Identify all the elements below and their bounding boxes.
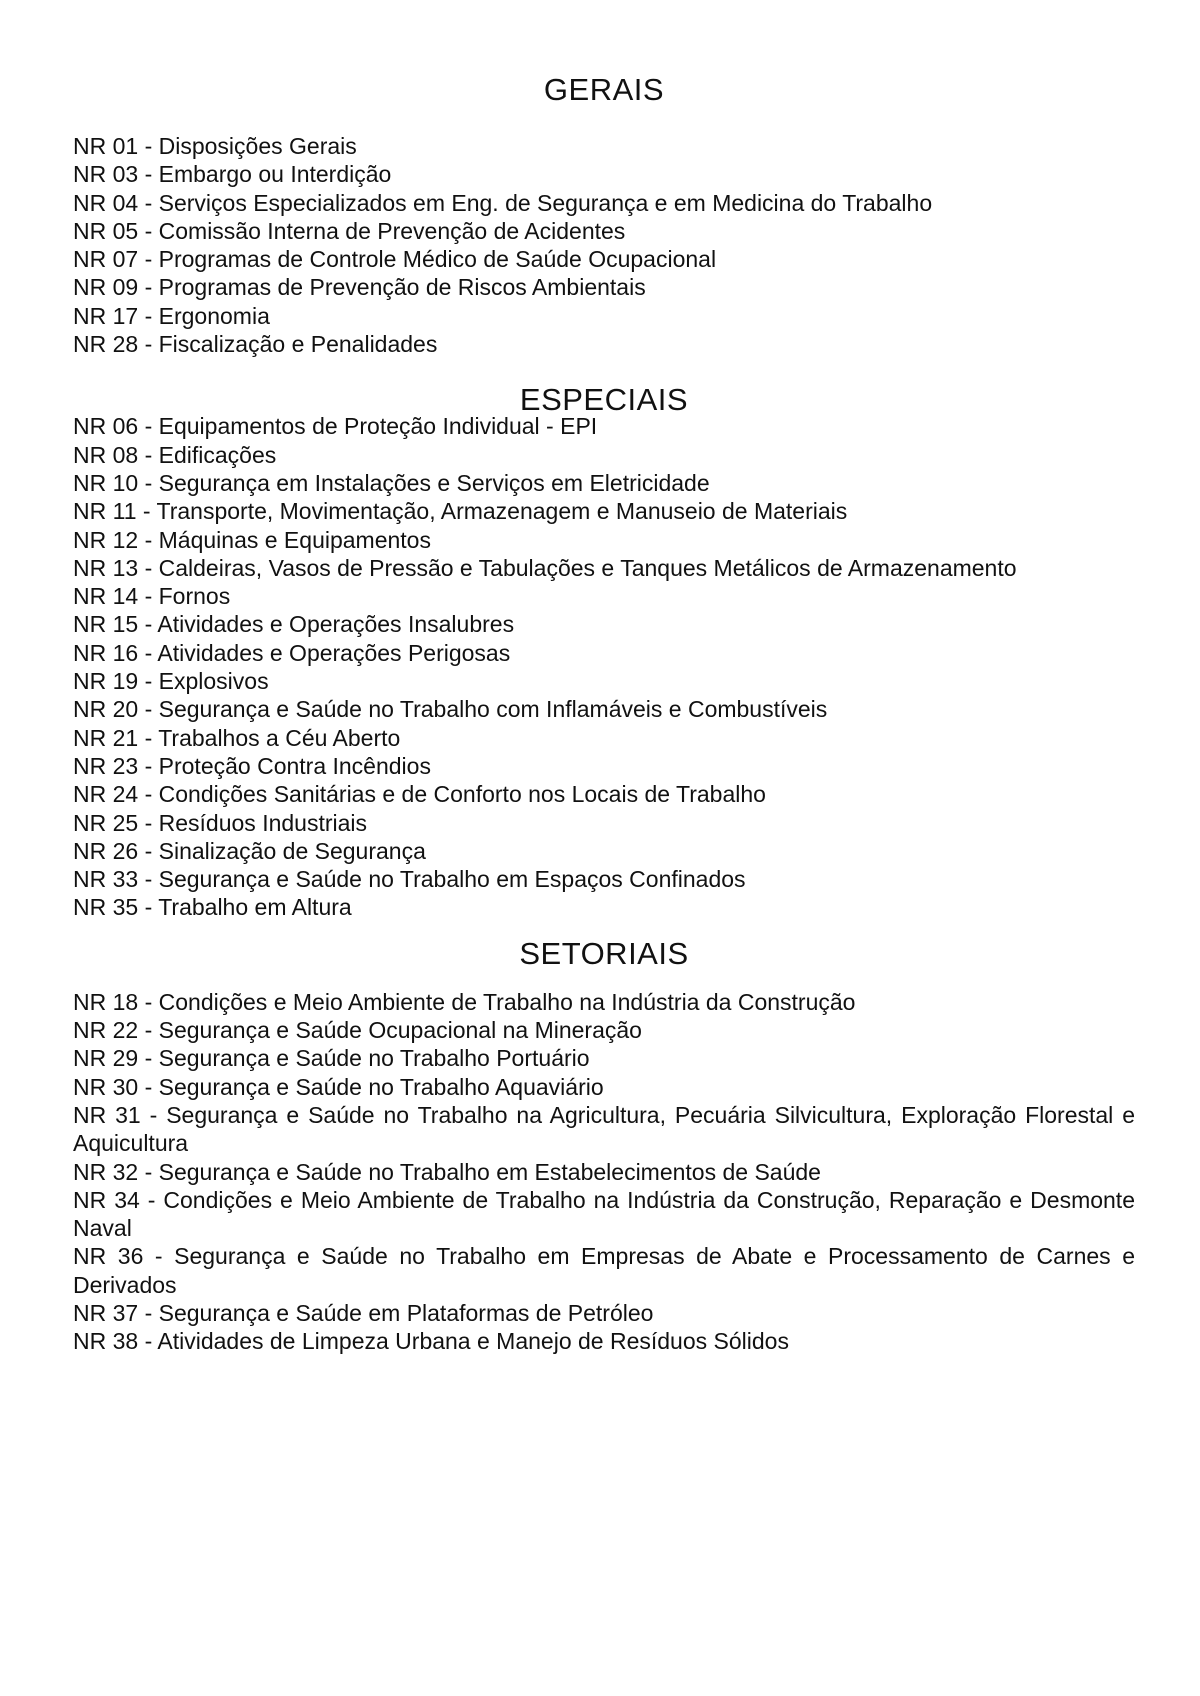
nr-item-especiais: NR 15 - Atividades e Operações Insalubres bbox=[73, 611, 515, 638]
section-setoriais bbox=[73, 936, 1135, 1356]
nr-item-especiais: NR 11 - Transporte, Movimentação, Armazenagem e Manuseio de Materiais bbox=[73, 498, 848, 525]
nr-item-especiais: NR 08 - Edificações bbox=[73, 441, 277, 468]
nr-item-especiais: NR 26 - Sinalização de Segurança bbox=[73, 837, 426, 864]
nr-item-especiais: NR 23 - Proteção Contra Incêndios bbox=[73, 752, 431, 779]
nr-item-especiais: NR 21 - Trabalhos a Céu Aberto bbox=[73, 724, 401, 751]
nr-item-setoriais: NR 30 - Segurança e Saúde no Trabalho Aquaviário bbox=[73, 1073, 604, 1100]
nr-list-setoriais bbox=[73, 988, 1135, 1356]
section-gerais bbox=[73, 0, 1135, 358]
nr-item-especiais: NR 33 - Segurança e Saúde no Trabalho em Espaços Confinados bbox=[73, 866, 746, 893]
nr-item-especiais: NR 13 - Caldeiras, Vasos de Pressão e Tabulações e Tanques Metálicos de Armazenamento bbox=[73, 554, 1017, 581]
nr-item-setoriais: NR 18 - Condições e Meio Ambiente de Trabalho na Indústria da Construção bbox=[73, 988, 856, 1015]
nr-item-setoriais: NR 31 - Segurança e Saúde no Trabalho na Agricultura, Pecuária Silvicultura, Exploração Florestal e Aquicultura bbox=[73, 1101, 1135, 1157]
nr-item-especiais: NR 12 - Máquinas e Equipamentos bbox=[73, 526, 431, 553]
nr-item-setoriais: NR 29 - Segurança e Saúde no Trabalho Portuário bbox=[73, 1045, 590, 1072]
nr-item-especiais: NR 24 - Condições Sanitárias e de Conforto nos Locais de Trabalho bbox=[73, 781, 766, 808]
nr-item-gerais: NR 01 - Disposições Gerais bbox=[73, 133, 357, 159]
nr-item-setoriais: NR 34 - Condições e Meio Ambiente de Trabalho na Indústria da Construção, Reparação e Desmonte Naval bbox=[73, 1186, 1135, 1242]
nr-item-setoriais: NR 32 - Segurança e Saúde no Trabalho em Estabelecimentos de Saúde bbox=[73, 1158, 821, 1185]
nr-item-gerais: NR 17 - Ergonomia bbox=[73, 302, 270, 329]
section-title-setoriais: SETORIAIS bbox=[519, 935, 689, 971]
nr-item-setoriais: NR 36 - Segurança e Saúde no Trabalho em Empresas de Abate e Processamento de Carnes e Derivados bbox=[73, 1243, 1135, 1298]
nr-item-gerais: NR 28 - Fiscalização e Penalidades bbox=[73, 331, 438, 358]
section-title-gerais: GERAIS bbox=[543, 72, 665, 107]
nr-item-setoriais: NR 22 - Segurança e Saúde Ocupacional na Mineração bbox=[73, 1017, 642, 1044]
nr-item-gerais: NR 05 - Comissão Interna de Prevenção de Acidentes bbox=[73, 217, 626, 244]
nr-item-gerais: NR 04 - Serviços Especializados em Eng. de Segurança e em Medicina do Trabalho bbox=[73, 189, 933, 216]
nr-item-especiais: NR 14 - Fornos bbox=[73, 583, 231, 610]
nr-item-especiais: NR 35 - Trabalho em Altura bbox=[73, 894, 352, 921]
nr-item-setoriais: NR 37 - Segurança e Saúde em Plataformas de Petróleo bbox=[73, 1299, 654, 1326]
nr-item-gerais: NR 03 - Embargo ou Interdição bbox=[73, 161, 392, 188]
nr-item-setoriais: NR 38 - Atividades de Limpeza Urbana e Manejo de Resíduos Sólidos bbox=[73, 1328, 789, 1355]
nr-list-especiais bbox=[73, 412, 1135, 921]
nr-item-gerais: NR 07 - Programas de Controle Médico de Saúde Ocupacional bbox=[73, 246, 717, 273]
nr-item-especiais: NR 25 - Resíduos Industriais bbox=[73, 809, 368, 836]
nr-item-especiais: NR 16 - Atividades e Operações Perigosas bbox=[73, 639, 511, 666]
nr-item-especiais: NR 20 - Segurança e Saúde no Trabalho com Inflamáveis e Combustíveis bbox=[73, 696, 828, 723]
nr-list-gerais bbox=[73, 132, 1135, 358]
section-title-especiais: ESPECIAIS bbox=[519, 382, 689, 418]
nr-item-especiais: NR 19 - Explosivos bbox=[73, 668, 269, 695]
section-especiais bbox=[73, 382, 1135, 921]
nr-item-especiais: NR 10 - Segurança em Instalações e Serviços em Eletricidade bbox=[73, 469, 710, 496]
nr-item-especiais: NR 06 - Equipamentos de Proteção Individual - EPI bbox=[73, 413, 598, 440]
nr-item-gerais: NR 09 - Programas de Prevenção de Riscos Ambientais bbox=[73, 274, 646, 301]
